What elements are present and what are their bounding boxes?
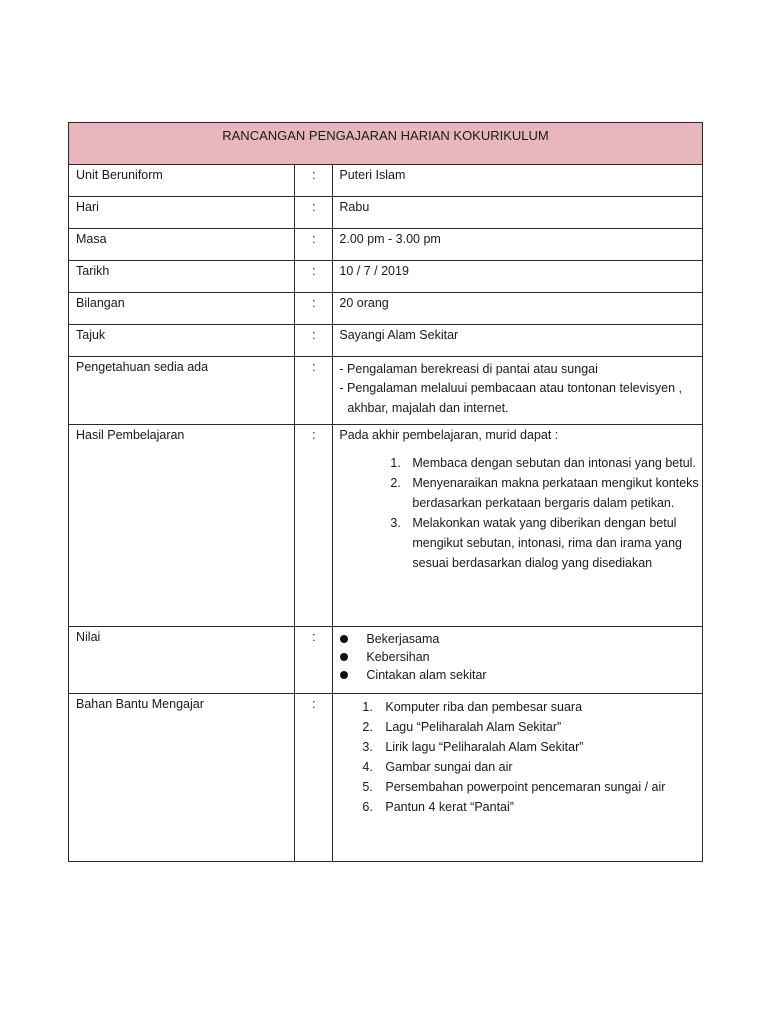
lesson-plan-table xyxy=(68,122,703,862)
bullet-icon xyxy=(340,653,348,661)
lesson-plan-document xyxy=(68,122,703,862)
bullet-icon xyxy=(340,635,348,643)
label-pengetahuan: Pengetahuan sedia ada xyxy=(69,357,295,425)
colon: : xyxy=(295,165,333,197)
list-item xyxy=(333,777,702,797)
value-bahan xyxy=(333,694,703,862)
value-nilai xyxy=(333,627,703,694)
row-tajuk xyxy=(69,325,703,357)
row-nilai xyxy=(69,627,703,694)
label-unit: Unit Beruniform xyxy=(69,165,295,197)
list-number: 5. xyxy=(362,780,373,794)
list-item xyxy=(333,666,702,684)
document-title: RANCANGAN PENGAJARAN HARIAN KOKURIKULUM xyxy=(222,128,549,143)
label-tajuk: Tajuk xyxy=(69,325,295,357)
hasil-list xyxy=(339,453,702,573)
list-item xyxy=(339,453,702,473)
row-tarikh xyxy=(69,261,703,293)
list-item xyxy=(333,737,702,757)
list-item xyxy=(339,513,702,573)
list-item xyxy=(333,797,702,817)
list-text: Persembahan powerpoint pencemaran sungai / air xyxy=(385,780,666,794)
colon: : xyxy=(295,293,333,325)
list-item xyxy=(339,473,702,513)
value-tajuk: Sayangi Alam Sekitar xyxy=(333,325,703,357)
list-number: 3. xyxy=(390,516,401,530)
list-number: 4. xyxy=(362,760,373,774)
pengetahuan-line-1: - Pengalaman berekreasi di pantai atau sungai xyxy=(339,362,598,376)
list-text: Menyenaraikan makna perkataan mengikut konteks berdasarkan perkataan bergaris dalam petikan. xyxy=(412,476,699,510)
list-item xyxy=(333,717,702,737)
list-item xyxy=(333,697,702,717)
colon: : xyxy=(295,694,333,862)
list-number: 2. xyxy=(390,476,401,490)
list-text: Lagu “Peliharalah Alam Sekitar” xyxy=(385,720,562,734)
colon: : xyxy=(295,229,333,261)
label-tarikh: Tarikh xyxy=(69,261,295,293)
value-tarikh: 10 / 7 / 2019 xyxy=(333,261,703,293)
nilai-list xyxy=(333,630,702,684)
list-text: Gambar sungai dan air xyxy=(385,760,513,774)
list-text: Lirik lagu “Peliharalah Alam Sekitar” xyxy=(385,740,584,754)
label-bahan: Bahan Bantu Mengajar xyxy=(69,694,295,862)
title-cell xyxy=(69,123,703,165)
colon: : xyxy=(295,425,333,627)
row-bilangan xyxy=(69,293,703,325)
value-masa: 2.00 pm - 3.00 pm xyxy=(333,229,703,261)
value-unit: Puteri Islam xyxy=(333,165,703,197)
value-bilangan: 20 orang xyxy=(333,293,703,325)
row-pengetahuan xyxy=(69,357,703,425)
label-bilangan: Bilangan xyxy=(69,293,295,325)
label-nilai: Nilai xyxy=(69,627,295,694)
list-text: Membaca dengan sebutan dan intonasi yang betul. xyxy=(412,456,696,470)
value-hari: Rabu xyxy=(333,197,703,229)
colon: : xyxy=(295,325,333,357)
list-number: 2. xyxy=(362,720,373,734)
list-text: Bekerjasama xyxy=(366,632,440,646)
row-hari xyxy=(69,197,703,229)
pengetahuan-line-2: - Pengalaman melaluui pembacaan atau tontonan televisyen , xyxy=(339,381,682,395)
title-row xyxy=(69,123,703,165)
list-text: Melakonkan watak yang diberikan dengan betul mengikut sebutan, intonasi, rima dan irama yang sesuai berdasarkan dialog yang disediakan xyxy=(412,516,682,570)
value-pengetahuan xyxy=(333,357,703,425)
value-hasil xyxy=(333,425,703,627)
bullet-icon xyxy=(340,671,348,679)
list-item xyxy=(333,630,702,648)
colon: : xyxy=(295,357,333,425)
list-text: Kebersihan xyxy=(366,650,430,664)
colon: : xyxy=(295,627,333,694)
list-number: 1. xyxy=(362,700,373,714)
list-item xyxy=(333,648,702,666)
label-hasil: Hasil Pembelajaran xyxy=(69,425,295,627)
list-text: Cintakan alam sekitar xyxy=(366,668,487,682)
pengetahuan-line-3: akhbar, majalah dan internet. xyxy=(347,401,509,415)
row-unit xyxy=(69,165,703,197)
bahan-list xyxy=(333,697,702,817)
hasil-intro: Pada akhir pembelajaran, murid dapat : xyxy=(339,428,559,442)
row-masa xyxy=(69,229,703,261)
colon: : xyxy=(295,261,333,293)
list-text: Komputer riba dan pembesar suara xyxy=(385,700,583,714)
label-masa: Masa xyxy=(69,229,295,261)
list-text: Pantun 4 kerat “Pantai” xyxy=(385,800,514,814)
list-number: 3. xyxy=(362,740,373,754)
label-hari: Hari xyxy=(69,197,295,229)
list-item xyxy=(333,757,702,777)
row-bahan xyxy=(69,694,703,862)
colon: : xyxy=(295,197,333,229)
row-hasil xyxy=(69,425,703,627)
list-number: 6. xyxy=(362,800,373,814)
list-number: 1. xyxy=(390,456,401,470)
